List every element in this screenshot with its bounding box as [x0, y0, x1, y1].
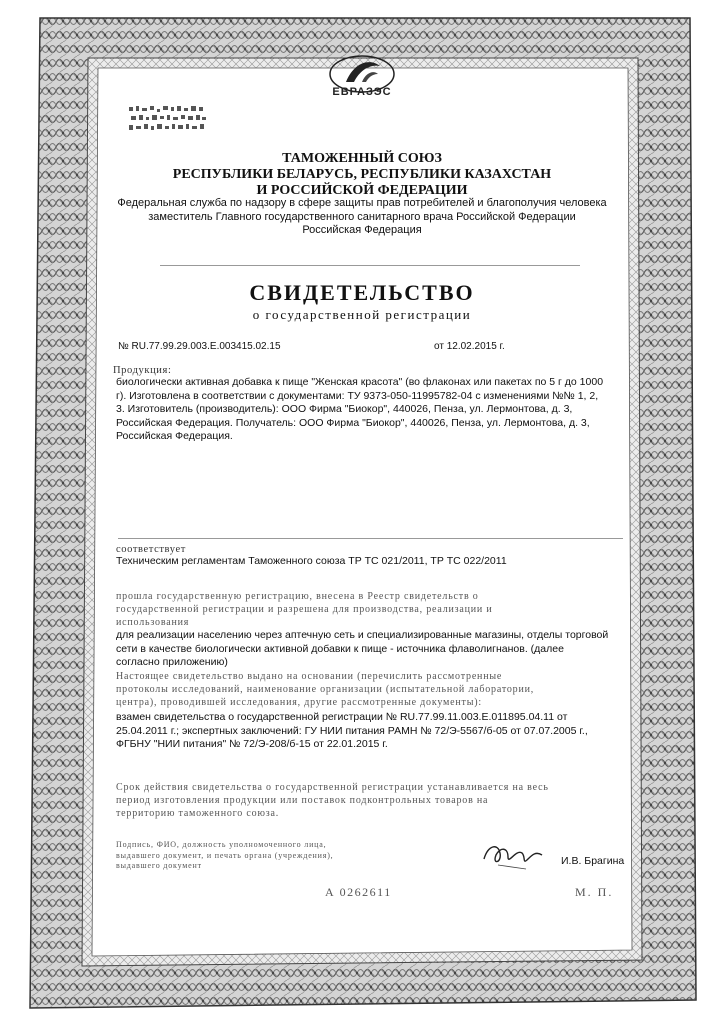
union-header [100, 151, 624, 199]
product-line: 3. Изготовитель (производитель): ООО Фирма "Биокор", 440026, Пенза, ул. Лермонтова, д. 3, [116, 403, 573, 415]
product-line: Российская Федерация. Получатель: ООО Фирма "Биокор", 440026, Пенза, ул. Лермонтова, д. 3, [116, 416, 590, 429]
basis-text-line: 25.04.2011 г.; экспертных заключений: ГУ НИИ питания РАМН № 72/Э-5567/б-05 от 07.07.2005 г., [116, 724, 588, 737]
union-line-3: И РОССИЙСКОЙ ФЕДЕРАЦИИ [256, 183, 468, 198]
validity-line: период изготовления продукции или поставок подконтрольных товаров на [116, 795, 489, 806]
authority-rule [160, 265, 580, 266]
usage-section [116, 629, 636, 670]
product-text [116, 376, 633, 444]
product-line: г). Изготовлена в соответствии с документами: ТУ 9373-050-11995782-04 с изменениями №№ 1, 2, [116, 389, 599, 402]
product-label: Продукция: [113, 365, 172, 376]
product-line: биологически активная добавка к пище "Женская красота" (во флаконах или пакетах по 5 г до 1000 [116, 376, 604, 388]
agency-line-2: заместитель Главного государственного санитарного врача Российской Федерации [148, 210, 576, 223]
product-end-rule [118, 538, 623, 539]
serial-number: А 0262611 [325, 885, 392, 899]
basis-section [116, 670, 631, 709]
signature-caption-line: выдавшего документ, и печать органа (учреждения), [116, 850, 334, 860]
signature-caption-line: выдавшего документ [116, 861, 202, 870]
seal-place-label: М. П. [575, 885, 614, 899]
union-line-2: РЕСПУБЛИКИ БЕЛАРУСЬ, РЕСПУБЛИКИ КАЗАХСТАН [172, 167, 552, 182]
agency-block [100, 197, 624, 238]
agency-line-3: Российская Федерация [302, 224, 422, 236]
basis-text-line: ФГБНУ "НИИ питания" № 72/Э-208/б-15 от 22.01.2015 г. [116, 738, 388, 750]
basis-line: центра), проводившей исследования, другие рассмотренные документы): [116, 697, 482, 708]
signature-caption-line: Подпись, ФИО, должность уполномоченного лица, [116, 840, 327, 849]
passed-line: государственной регистрации и разрешена для производства, реализации и [116, 604, 493, 615]
document-subtitle: о государственной регистрации [252, 307, 472, 322]
usage-line: для реализации населению через аптечную сеть и специализированные магазины, отделы торговой [116, 629, 609, 641]
validity-line: территорию таможенного союза. [116, 808, 279, 819]
document-title: СВИДЕТЕЛЬСТВО [249, 280, 475, 305]
product-section [113, 365, 633, 444]
conformity-label: соответствует [116, 544, 186, 555]
security-code-graphic [127, 104, 209, 134]
validity-section [116, 781, 631, 820]
passed-section [116, 590, 631, 629]
usage-line: согласно приложению) [116, 656, 228, 668]
product-line: Российская Федерация. [116, 430, 233, 442]
signer-name: И.В. Брагина [561, 855, 625, 867]
validity-line: Срок действия свидетельства о государственной регистрации устанавливается на весь [116, 782, 549, 793]
basis-line: Настоящее свидетельство выдано на основании (перечислить рассмотренные [116, 671, 503, 682]
union-line-1: ТАМОЖЕННЫЙ СОЮЗ [282, 151, 442, 166]
usage-line: сети в качестве биологически активной добавки к пище - источника флаволигнанов. (далее [116, 642, 564, 655]
basis-line: протоколы исследований, наименование организации (испытательной лаборатории, [116, 684, 535, 695]
passed-line: прошла государственную регистрацию, внесена в Реестр свидетельств о [116, 591, 479, 602]
registration-number: № RU.77.99.29.003.Е.003415.02.15 [118, 341, 281, 352]
agency-line-1: Федеральная служба по надзору в сфере защиты прав потребителей и благополучия человека [117, 197, 607, 209]
basis-text-line: взамен свидетельства о государственной регистрации № RU.77.99.11.003.Е.011895.04.11 от [116, 711, 568, 723]
registration-date: от 12.02.2015 г. [434, 341, 505, 352]
emblem-label: ЕВРАЗЭС [332, 86, 392, 98]
passed-line: использования [116, 617, 190, 628]
basis-text-section [116, 711, 636, 752]
conformity-section [116, 544, 631, 569]
conformity-text: Техническим регламентам Таможенного союза ТР ТС 021/2011, ТР ТС 022/2011 [116, 555, 507, 567]
signature-caption [116, 840, 416, 872]
handwritten-signature [478, 835, 548, 875]
